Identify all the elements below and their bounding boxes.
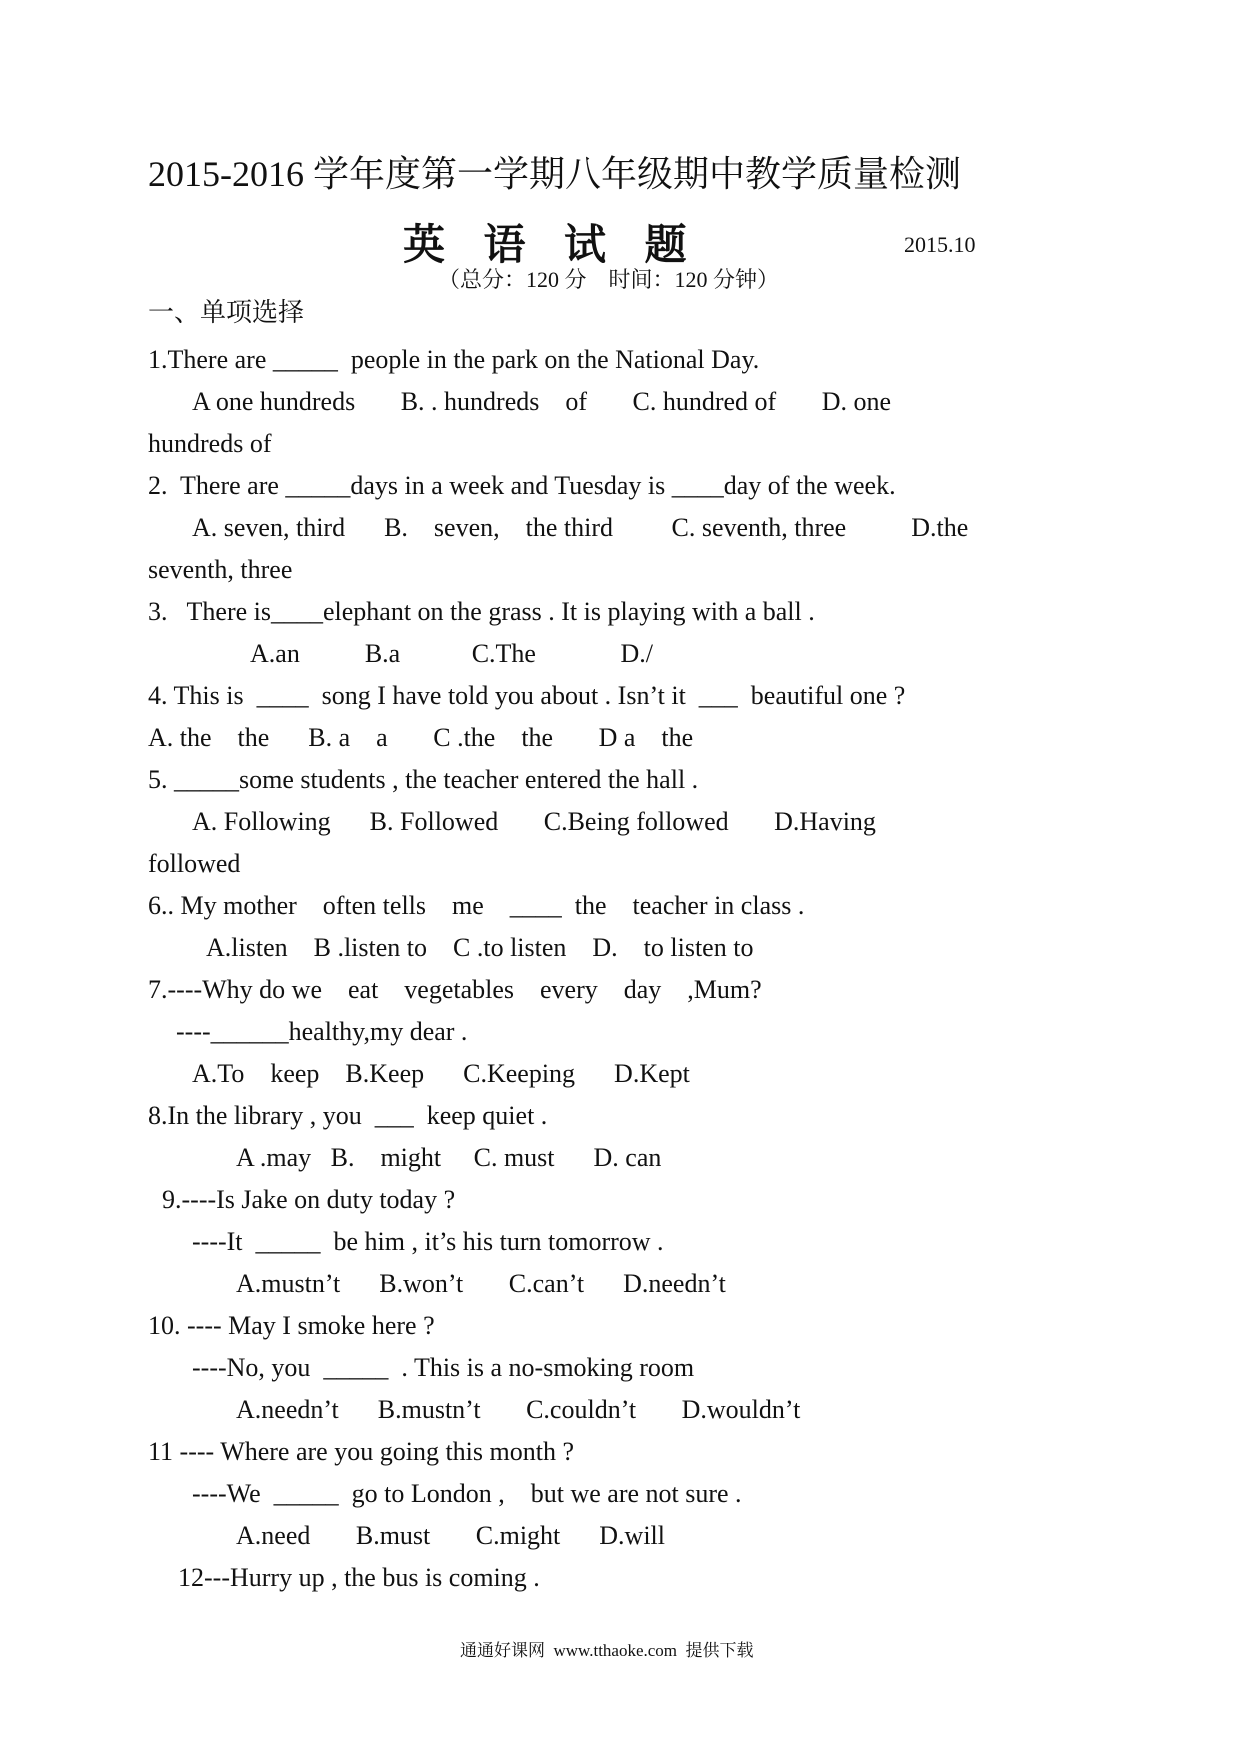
question-8-stem: 8.In the library , you ___ keep quiet . [148,1101,548,1130]
question-11-reply: ----We _____ go to London , but we are not sure . [192,1479,742,1508]
question-2-stem: 2. There are _____days in a week and Tuesday is ____day of the week. [148,471,896,500]
question-1-stem: 1.There are _____ people in the park on the National Day. [148,345,760,374]
question-10-stem: 10. ---- May I smoke here ? [148,1311,435,1340]
exam-date: 2015.10 [904,232,976,257]
question-1-options-cont: hundreds of [148,429,272,458]
question-7-stem: 7.----Why do we eat vegetables every day ,Mum? [148,975,762,1004]
question-2-options-cont: seventh, three [148,555,293,584]
question-4-options: A. the the B. a a C .the the D a the [148,723,694,752]
question-7-options: A.To keep B.Keep C.Keeping D.Kept [192,1059,690,1088]
question-12-stem: 12---Hurry up , the bus is coming . [178,1563,540,1592]
question-1-options: A one hundreds B. . hundreds of C. hundred of D. one [192,387,892,416]
question-2-options: A. seven, third B. seven, the third C. seventh, three D.the [192,513,969,542]
question-3-stem: 3. There is____elephant on the grass . It is playing with a ball . [148,597,815,626]
question-9-reply: ----It _____ be him , it’s his turn tomorrow . [192,1227,664,1256]
exam-subtitle: 英 语 试 题 [403,223,701,269]
question-9-stem: 9.----Is Jake on duty today ? [162,1185,456,1214]
question-7-reply: ----______healthy,my dear . [176,1017,468,1046]
section-title: 一、单项选择 [148,298,305,327]
page-footer: 通通好课网 www.tthaoke.com 提供下载 [460,1641,754,1660]
exam-title: 2015-2016 学年度第一学期八年级期中教学质量检测 [148,154,961,194]
question-11-stem: 11 ---- Where are you going this month ? [148,1437,574,1466]
question-6-options: A.listen B .listen to C .to listen D. to listen to [206,933,754,962]
question-8-options: A .may B. might C. must D. can [236,1143,662,1172]
question-3-options: A.an B.a C.The D./ [250,639,653,668]
question-10-options: A.needn’t B.mustn’t C.couldn’t D.wouldn’t [236,1395,801,1424]
question-5-stem: 5. _____some students , the teacher entered the hall . [148,765,699,794]
question-4-stem: 4. This is ____ song I have told you about . Isn’t it ___ beautiful one ? [148,681,906,710]
question-11-options: A.need B.must C.might D.will [236,1521,665,1550]
question-10-reply: ----No, you _____ . This is a no-smoking room [192,1353,695,1382]
question-5-options-cont: followed [148,849,241,878]
question-9-options: A.mustn’t B.won’t C.can’t D.needn’t [236,1269,726,1298]
score-time-info: （总分：120 分 时间：120 分钟） [438,267,780,292]
question-5-options: A. Following B. Followed C.Being followed D.Having [192,807,876,836]
question-6-stem: 6.. My mother often tells me ____ the teacher in class . [148,891,805,920]
